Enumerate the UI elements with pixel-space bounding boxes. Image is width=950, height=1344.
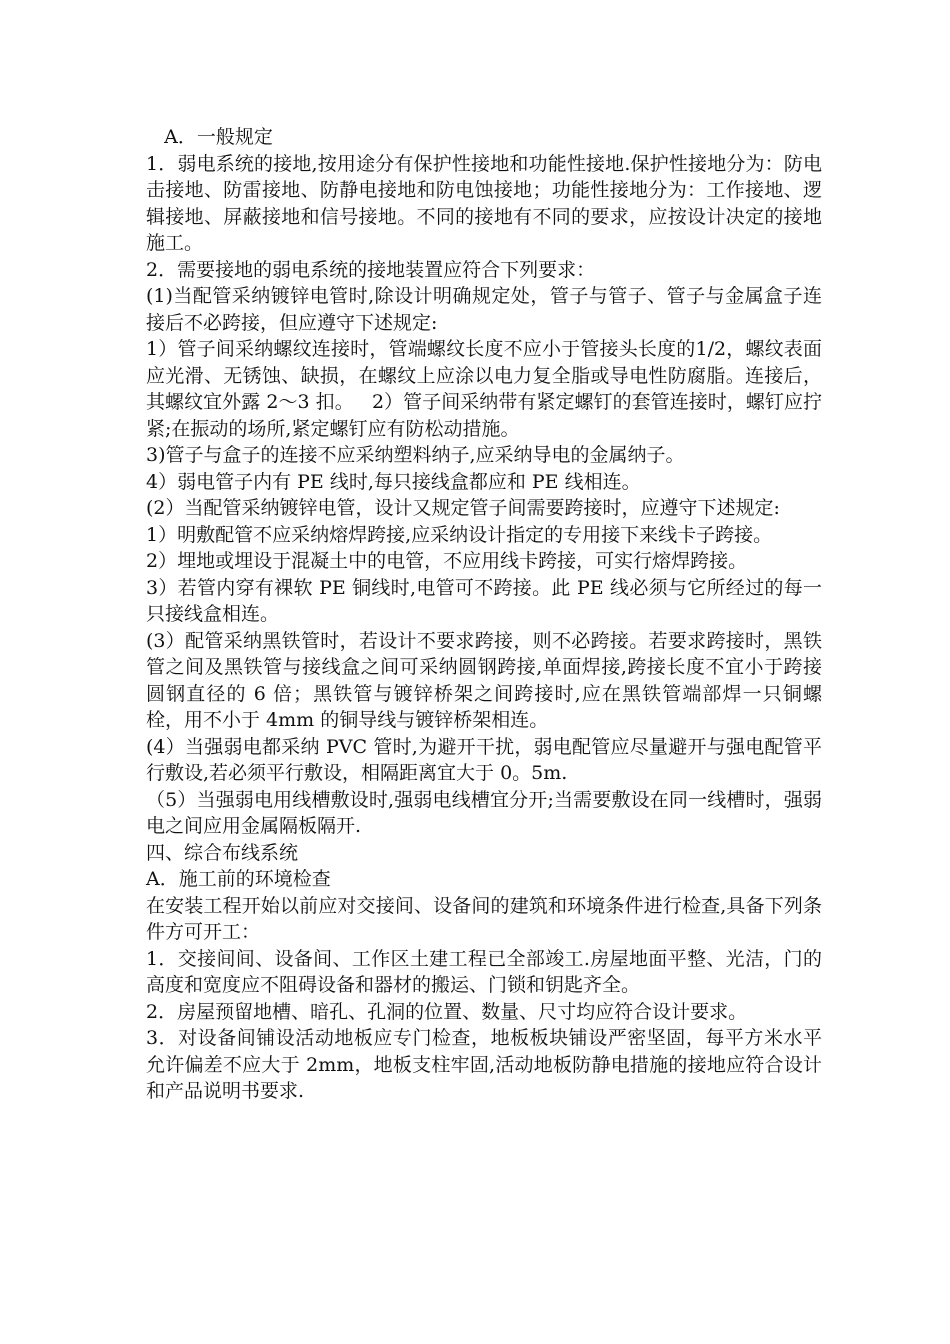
paragraph-cable-trough: （5）当强弱电用线槽敷设时,强弱电线槽宜分开;当需要敷设在同一线槽时，强弱电之间应用金属隔板隔开. [146, 788, 822, 837]
section-heading-environment-check: A．施工前的环境检查 [146, 868, 331, 890]
section-heading-general-rules: A．一般规定 [146, 126, 273, 148]
paragraph-pe-wire: 4）弱电管子内有 PE 线时,每只接线盒都应和 PE 线相连。 [146, 470, 641, 493]
section-heading-cabling-system: 四、综合布线系统 [146, 841, 299, 864]
paragraph-buried-conduit: 2）埋地或埋设于混凝土中的电管，不应用线卡跨接，可实行熔焊跨接。 [146, 550, 748, 572]
paragraph-pre-install-check: 在安装工程开始以前应对交接间、设备间的建筑和环境条件进行检查,具备下列条件方可开工： [146, 894, 822, 943]
paragraph-thread-connection: 1）管子间采纳螺纹连接时，管端螺纹长度不应小于管接头长度的1/2，螺纹表面应光滑、无锈蚀、缺损，在螺纹上应涂以电力复全脂或导电性防腐脂。连接后，其螺纹宜外露 2～3 扣。 2）管子间采纳带有紧定螺钉的套管连接时，螺钉应拧紧;在振动的场所,紧定螺钉应有防松动措施。 [146, 338, 822, 440]
paragraph-black-iron-pipe: (3）配管采纳黑铁管时，若设计不要求跨接，则不必跨接。若要求跨接时，黑铁管之间及黑铁管与接线盒之间可采纳圆钢跨接,单面焊接,跨接长度不宜小于跨接圆钢直径的 6 倍；黑铁管与镀锌桥架之间跨接时,应在黑铁管端部焊一只铜螺栓，用不小于 4mm 的铜导线与镀锌桥架相连。 [146, 629, 822, 731]
paragraph-grounding-types: 1．弱电系统的接地,按用途分有保护性接地和功能性接地.保护性接地分为：防电击接地、防雷接地、防静电接地和防电蚀接地；功能性接地分为：工作接地、逻辑接地、屏蔽接地和信号接地。不同的接地有不同的要求，应按设计决定的接地施工。 [146, 152, 822, 254]
paragraph-box-connection: 3)管子与盒子的连接不应采纳塑料纳子,应采纳导电的金属纳子。 [146, 444, 685, 466]
paragraph-raised-floor: 3．对设备间铺设活动地板应专门检查，地板板块铺设严密坚固，每平方米水平允许偏差不应大于 2mm，地板支柱牢固,活动地板防静电措施的接地应符合设计和产品说明书要求. [146, 1027, 822, 1102]
paragraph-grounding-requirements: 2．需要接地的弱电系统的接地装置应符合下列要求： [146, 258, 596, 281]
paragraph-bare-pe-wire: 3）若管内穿有裸软 PE 铜线时,电管可不跨接。此 PE 线必须与它所经过的每一只接线盒相连。 [146, 576, 822, 625]
paragraph-galvanized-conduit: (1)当配管采纳镀锌电管时,除设计明确规定处，管子与管子、管子与金属盒子连接后不必跨接，但应遵守下述规定: [146, 285, 822, 334]
paragraph-civil-works: 1．交接间间、设备间、工作区土建工程已全部竣工.房屋地面平整、光洁，门的高度和宽度应不阻碍设备和器材的搬运、门锁和钥匙齐全。 [146, 947, 822, 996]
document-body [146, 124, 822, 1105]
paragraph-exposed-conduit: 1）明敷配管不应采纳熔焊跨接,应采纳设计指定的专用接下来线卡子跨接。 [146, 523, 773, 546]
paragraph-bonding-required: (2）当配管采纳镀锌电管，设计又规定管子间需要跨接时，应遵守下述规定: [146, 497, 780, 519]
paragraph-reserved-openings: 2．房屋预留地槽、暗孔、孔洞的位置、数量、尺寸均应符合设计要求。 [146, 1000, 748, 1023]
paragraph-pvc-conduit: (4）当强弱电都采纳 PVC 管时,为避开干扰，弱电配管应尽量避开与强电配管平行敷设,若必须平行敷设，相隔距离宜大于 0。5m. [146, 735, 822, 784]
